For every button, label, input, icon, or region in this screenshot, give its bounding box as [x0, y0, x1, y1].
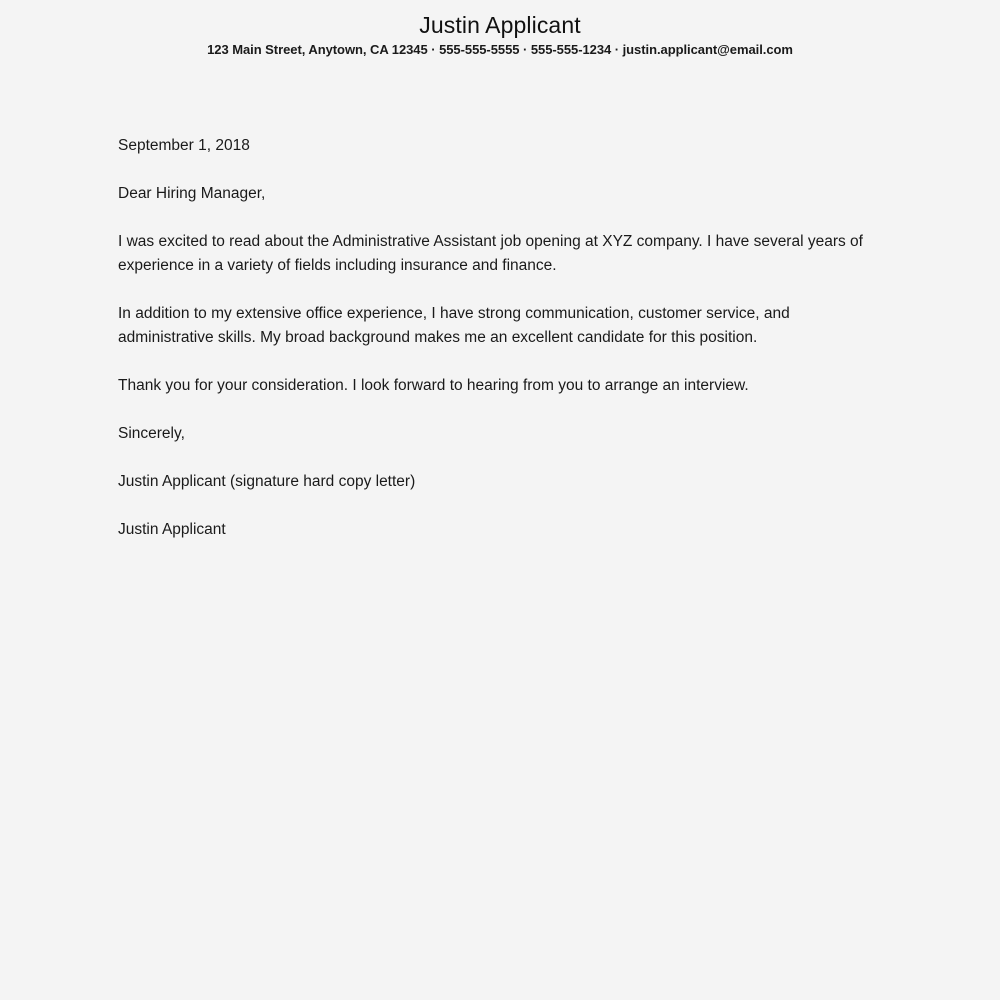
letter-paragraph-2: In addition to my extensive office experience, I have strong communication, customer service, and administrative skills. My broad background makes me an excellent candidate for this position.	[118, 305, 790, 346]
letter-body	[118, 134, 870, 542]
applicant-contact-line: 123 Main Street, Anytown, CA 12345 · 555-555-5555 · 555-555-1234 · justin.applicant@email.com	[207, 42, 793, 57]
letter-typed-name: Justin Applicant	[118, 521, 226, 538]
letter-paragraph-1: I was excited to read about the Administrative Assistant job opening at XYZ company. I have several years of experience in a variety of fields including insurance and finance.	[118, 233, 863, 274]
letter-paragraph-3: Thank you for your consideration. I look forward to hearing from you to arrange an interview.	[118, 377, 749, 394]
letter-salutation: Dear Hiring Manager,	[118, 185, 266, 202]
letter-date: September 1, 2018	[118, 137, 250, 154]
letter-signature-line: Justin Applicant (signature hard copy letter)	[118, 473, 416, 490]
letter-closing: Sincerely,	[118, 425, 185, 442]
letterhead	[0, 0, 1000, 59]
applicant-name-heading: Justin Applicant	[419, 12, 581, 38]
